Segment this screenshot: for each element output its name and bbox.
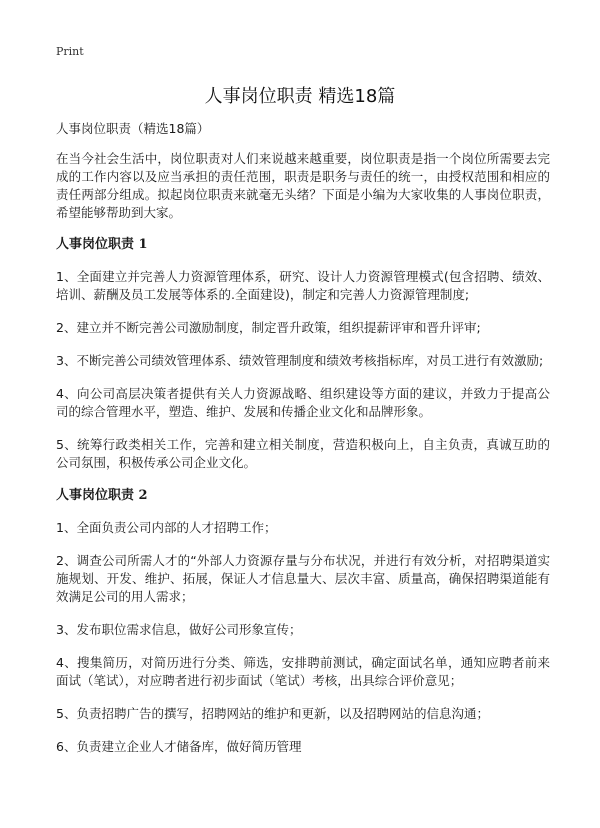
intro-paragraph: 在当今社会生活中，岗位职责对人们来说越来越重要，岗位职责是指一个岗位所需要去完成的工作内容以及应当承担的责任范围，职责是职务与责任的统一，由授权范围和相应的责任两部分组成。拟起岗位职责来就毫无头绪？下面是小编为大家收集的人事岗位职责，希望能够帮助到大家。 [56,151,550,220]
document-title: 人事岗位职责 精选18篇 [204,86,396,107]
list-item: 4、向公司高层决策者提供有关人力资源战略、组织建设等方面的建议，并致力于提高公司的综合管理水平，塑造、维护、发展和传播企业文化和品牌形象。 [56,386,550,419]
section-heading: 人事岗位职责 2 [56,488,148,503]
document-body [56,120,550,771]
list-item: 1、全面建立并完善人力资源管理体系，研究、设计人力资源管理模式(包含招聘、绩效、培训、薪酬及员工发展等体系的.全面建设)，制定和完善人力资源管理制度; [56,269,550,302]
list-item: 4、搜集简历，对简历进行分类、筛选，安排聘前测试，确定面试名单，通知应聘者前来面试（笔试），对应聘者进行初步面试（笔试）考核，出具综合评价意见； [56,655,550,688]
list-item: 3、不断完善公司绩效管理体系、绩效管理制度和绩效考核指标库，对员工进行有效激励; [56,353,544,368]
list-item: 5、负责招聘广告的撰写，招聘网站的维护和更新，以及招聘网站的信息沟通； [56,706,489,721]
section-2 [56,487,550,756]
list-item: 2、调查公司所需人才的“外部人力资源存量与分布状况，并进行有效分析，对招聘渠道实施规划、开发、维护、拓展，保证人才信息量大、层次丰富、质量高，确保招聘渠道能有效满足公司的用人需求； [56,553,550,604]
document-subtitle: 人事岗位职责（精选18篇） [56,121,210,136]
section-1 [56,236,550,472]
list-item: 5、统筹行政类相关工作，完善和建立相关制度，营造积极向上，自主负责，真诚互助的公司氛围，积极传承公司企业文化。 [56,437,550,470]
list-item: 3、发布职位需求信息，做好公司形象宣传； [56,622,302,637]
list-item: 2、建立并不断完善公司激励制度，制定晋升政策，组织提薪评审和晋升评审; [56,320,481,335]
list-item: 1、全面负责公司内部的人才招聘工作； [56,520,277,535]
print-label[interactable]: Print [56,45,84,58]
list-item: 6、负责建立企业人才储备库，做好简历管理 [56,739,302,754]
section-heading: 人事岗位职责 1 [56,237,148,252]
